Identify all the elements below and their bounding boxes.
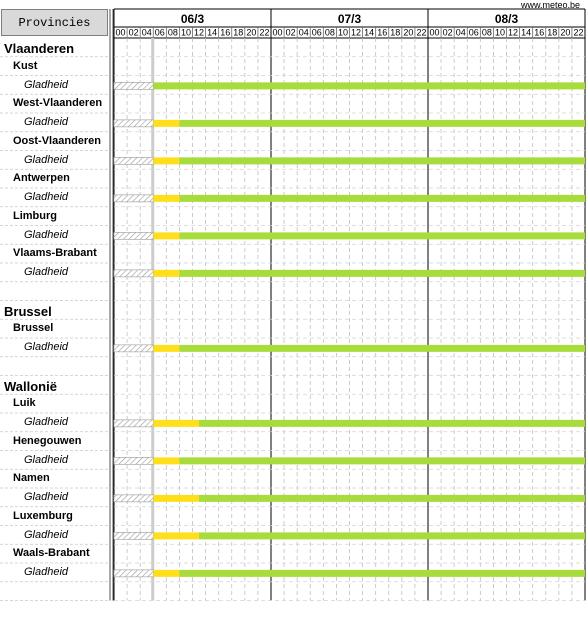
parameter-label: Gladheid xyxy=(24,78,69,91)
provinces-header: Provincies xyxy=(1,9,108,36)
yellow-warning-bar xyxy=(153,270,179,277)
hour-tick-label: 00 xyxy=(429,27,440,38)
province-label: Henegouwen xyxy=(13,434,82,447)
past-period-hatch-bar xyxy=(114,232,153,239)
hour-tick-label: 04 xyxy=(298,27,309,38)
hour-tick-label: 20 xyxy=(246,27,257,38)
province-label: Antwerpen xyxy=(13,172,70,185)
past-period-hatch-bar xyxy=(114,495,153,502)
day-label: 06/3 xyxy=(180,12,205,26)
parameter-label: Gladheid xyxy=(24,191,69,203)
parameter-label: Gladheid xyxy=(24,528,69,541)
yellow-warning-bar xyxy=(153,120,179,127)
green-warning-bar xyxy=(179,570,585,577)
past-period-hatch-bar xyxy=(114,120,153,127)
past-period-hatch-bar xyxy=(114,345,153,352)
past-period-hatch-bar xyxy=(114,420,153,427)
hour-tick-label: 14 xyxy=(207,27,218,38)
province-label: Luxemburg xyxy=(13,509,73,522)
hour-tick-label: 12 xyxy=(194,27,205,38)
green-warning-bar xyxy=(179,270,585,277)
parameter-label: Gladheid xyxy=(24,228,69,241)
yellow-warning-bar xyxy=(153,345,179,352)
hour-tick-label: 14 xyxy=(521,27,532,38)
yellow-warning-bar xyxy=(153,570,179,577)
green-warning-bar xyxy=(199,532,585,539)
hour-tick-label: 16 xyxy=(534,27,545,38)
past-period-hatch-bar xyxy=(114,157,153,164)
parameter-label: Gladheid xyxy=(24,453,69,466)
hour-tick-label: 12 xyxy=(508,27,519,38)
hour-tick-label: 22 xyxy=(573,27,584,38)
parameter-label: Gladheid xyxy=(24,566,69,578)
parameter-label: Gladheid xyxy=(24,491,69,503)
hour-tick-label: 18 xyxy=(233,27,244,38)
past-period-hatch-bar xyxy=(114,195,153,202)
green-warning-bar xyxy=(199,420,585,427)
province-label: West-Vlaanderen xyxy=(13,97,103,110)
green-warning-bar xyxy=(179,345,585,352)
hour-tick-label: 08 xyxy=(167,27,178,38)
hour-tick-label: 20 xyxy=(560,27,571,38)
yellow-warning-bar xyxy=(153,457,179,464)
hour-tick-label: 04 xyxy=(455,27,466,38)
hour-tick-label: 12 xyxy=(351,27,362,38)
day-label: 07/3 xyxy=(337,12,362,26)
green-warning-bar xyxy=(179,157,585,164)
past-period-hatch-bar xyxy=(114,532,153,539)
hour-tick-label: 18 xyxy=(390,27,401,38)
hour-tick-label: 18 xyxy=(547,27,558,38)
region-label: Brussel xyxy=(4,303,52,319)
hour-tick-label: 22 xyxy=(416,27,427,38)
yellow-warning-bar xyxy=(153,532,199,539)
past-period-hatch-bar xyxy=(114,570,153,577)
province-label: Waals-Brabant xyxy=(13,547,90,560)
past-period-hatch-bar xyxy=(114,82,153,89)
parameter-label: Gladheid xyxy=(24,416,69,428)
province-label: Luik xyxy=(13,397,36,410)
yellow-warning-bar xyxy=(153,195,179,202)
green-warning-bar xyxy=(179,195,585,202)
parameter-label: Gladheid xyxy=(24,266,69,278)
hour-tick-label: 02 xyxy=(285,27,296,38)
hour-tick-label: 04 xyxy=(141,27,152,38)
green-warning-bar xyxy=(179,120,585,127)
past-period-hatch-bar xyxy=(114,270,153,277)
green-warning-bar xyxy=(179,232,585,239)
parameter-label: Gladheid xyxy=(24,116,69,128)
hour-tick-label: 02 xyxy=(128,27,139,38)
parameter-label: Gladheid xyxy=(24,153,69,166)
yellow-warning-bar xyxy=(153,495,199,502)
region-label: Vlaanderen xyxy=(4,41,75,56)
province-label: Namen xyxy=(13,472,50,485)
parameter-label: Gladheid xyxy=(24,341,69,353)
hour-tick-label: 06 xyxy=(311,27,322,38)
province-label: Oost-Vlaanderen xyxy=(13,134,102,147)
past-period-hatch-bar xyxy=(114,457,153,464)
source-label: www.meteo.be xyxy=(520,0,580,10)
green-warning-bar xyxy=(199,495,585,502)
yellow-warning-bar xyxy=(153,157,179,164)
hour-tick-label: 06 xyxy=(468,27,479,38)
province-label: Vlaams-Brabant xyxy=(13,247,97,260)
hour-tick-label: 06 xyxy=(154,27,165,38)
hour-tick-label: 20 xyxy=(403,27,414,38)
province-label: Kust xyxy=(13,59,38,72)
hour-tick-label: 16 xyxy=(220,27,231,38)
hour-tick-label: 16 xyxy=(377,27,388,38)
green-warning-bar xyxy=(179,457,585,464)
green-warning-bar xyxy=(153,82,585,89)
province-label: Brussel xyxy=(13,322,54,335)
region-label: Wallonië xyxy=(4,378,57,394)
province-label: Limburg xyxy=(13,209,57,222)
hour-tick-label: 00 xyxy=(115,27,126,38)
hour-tick-label: 22 xyxy=(259,27,270,38)
hour-tick-label: 10 xyxy=(494,27,505,38)
hour-tick-label: 08 xyxy=(324,27,335,38)
yellow-warning-bar xyxy=(153,232,179,239)
hour-tick-label: 00 xyxy=(272,27,283,38)
hour-tick-label: 10 xyxy=(180,27,191,38)
day-label: 08/3 xyxy=(494,12,519,26)
hour-tick-label: 10 xyxy=(337,27,348,38)
hour-tick-label: 08 xyxy=(481,27,492,38)
yellow-warning-bar xyxy=(153,420,199,427)
hour-tick-label: 02 xyxy=(442,27,453,38)
hour-tick-label: 14 xyxy=(364,27,375,38)
